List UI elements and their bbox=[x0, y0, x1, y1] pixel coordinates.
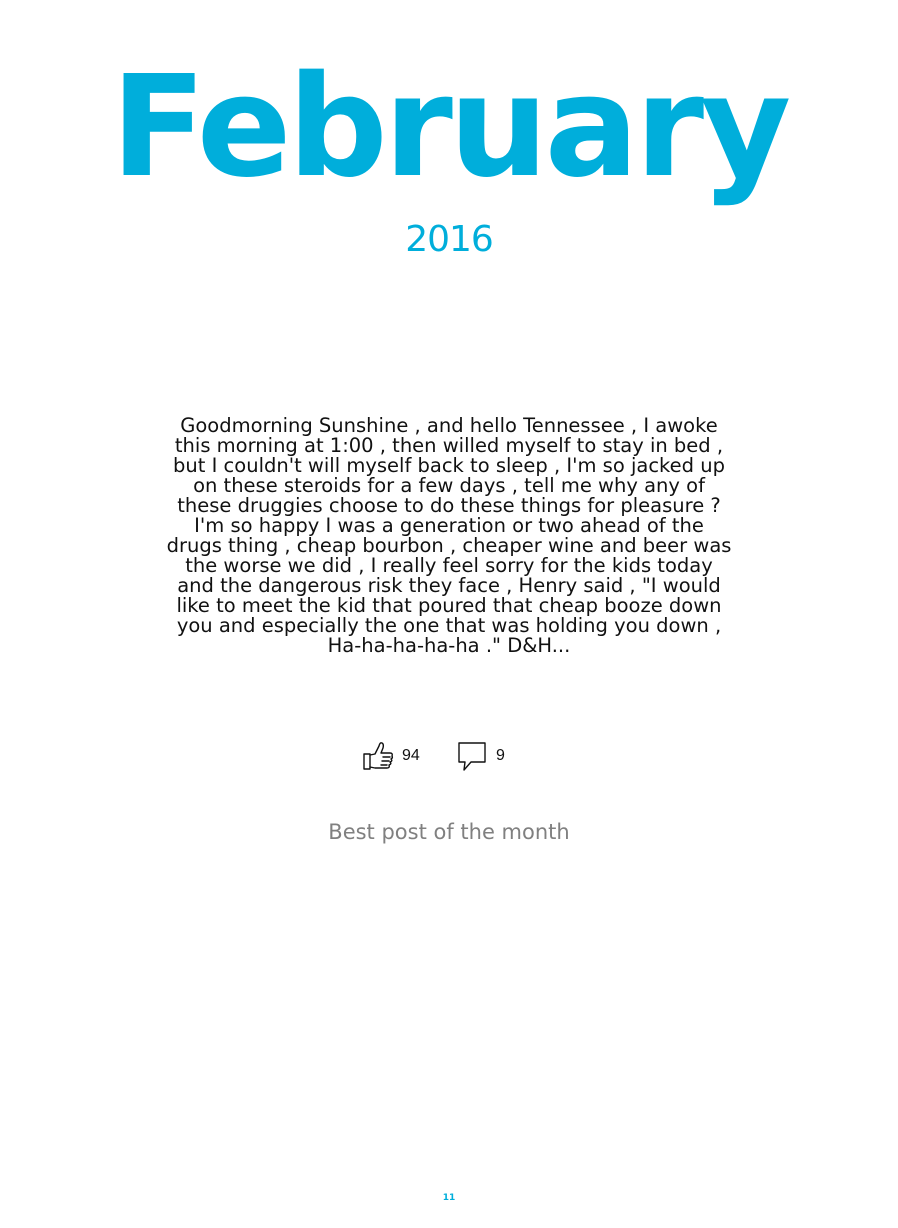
likes-stat bbox=[362, 738, 420, 774]
best-post-caption: Best post of the month bbox=[328, 820, 570, 844]
comments-count: 9 bbox=[496, 747, 505, 764]
year-subtitle: 2016 bbox=[405, 219, 493, 260]
thumbs-up-icon bbox=[362, 740, 394, 772]
post-text: Goodmorning Sunshine , and hello Tennessee , I awoke this morning at 1:00 , then willed myself to stay in bed , but I couldn't will myself back to sleep , I'm so jacked up on these steroids for a few days , tell me why any of these druggies choose to do these things for pleasure ? I'm so happy I was a generation or two ahead of the drugs thing , cheap bourbon , cheaper wine and beer was the worse we did , I really feel sorry for the kids today and the dangerous risk they face , Henry said , "I would like to meet the kid that poured that cheap booze down you and especially the one that was holding you down , Ha-ha-ha-ha-ha ." D&H... bbox=[166, 414, 732, 657]
comments-stat bbox=[456, 738, 505, 774]
page-number: 11 bbox=[442, 1193, 456, 1203]
speech-bubble-icon bbox=[456, 740, 488, 772]
month-title: February bbox=[110, 46, 788, 209]
likes-count: 94 bbox=[402, 747, 420, 764]
post-stats bbox=[0, 738, 898, 774]
